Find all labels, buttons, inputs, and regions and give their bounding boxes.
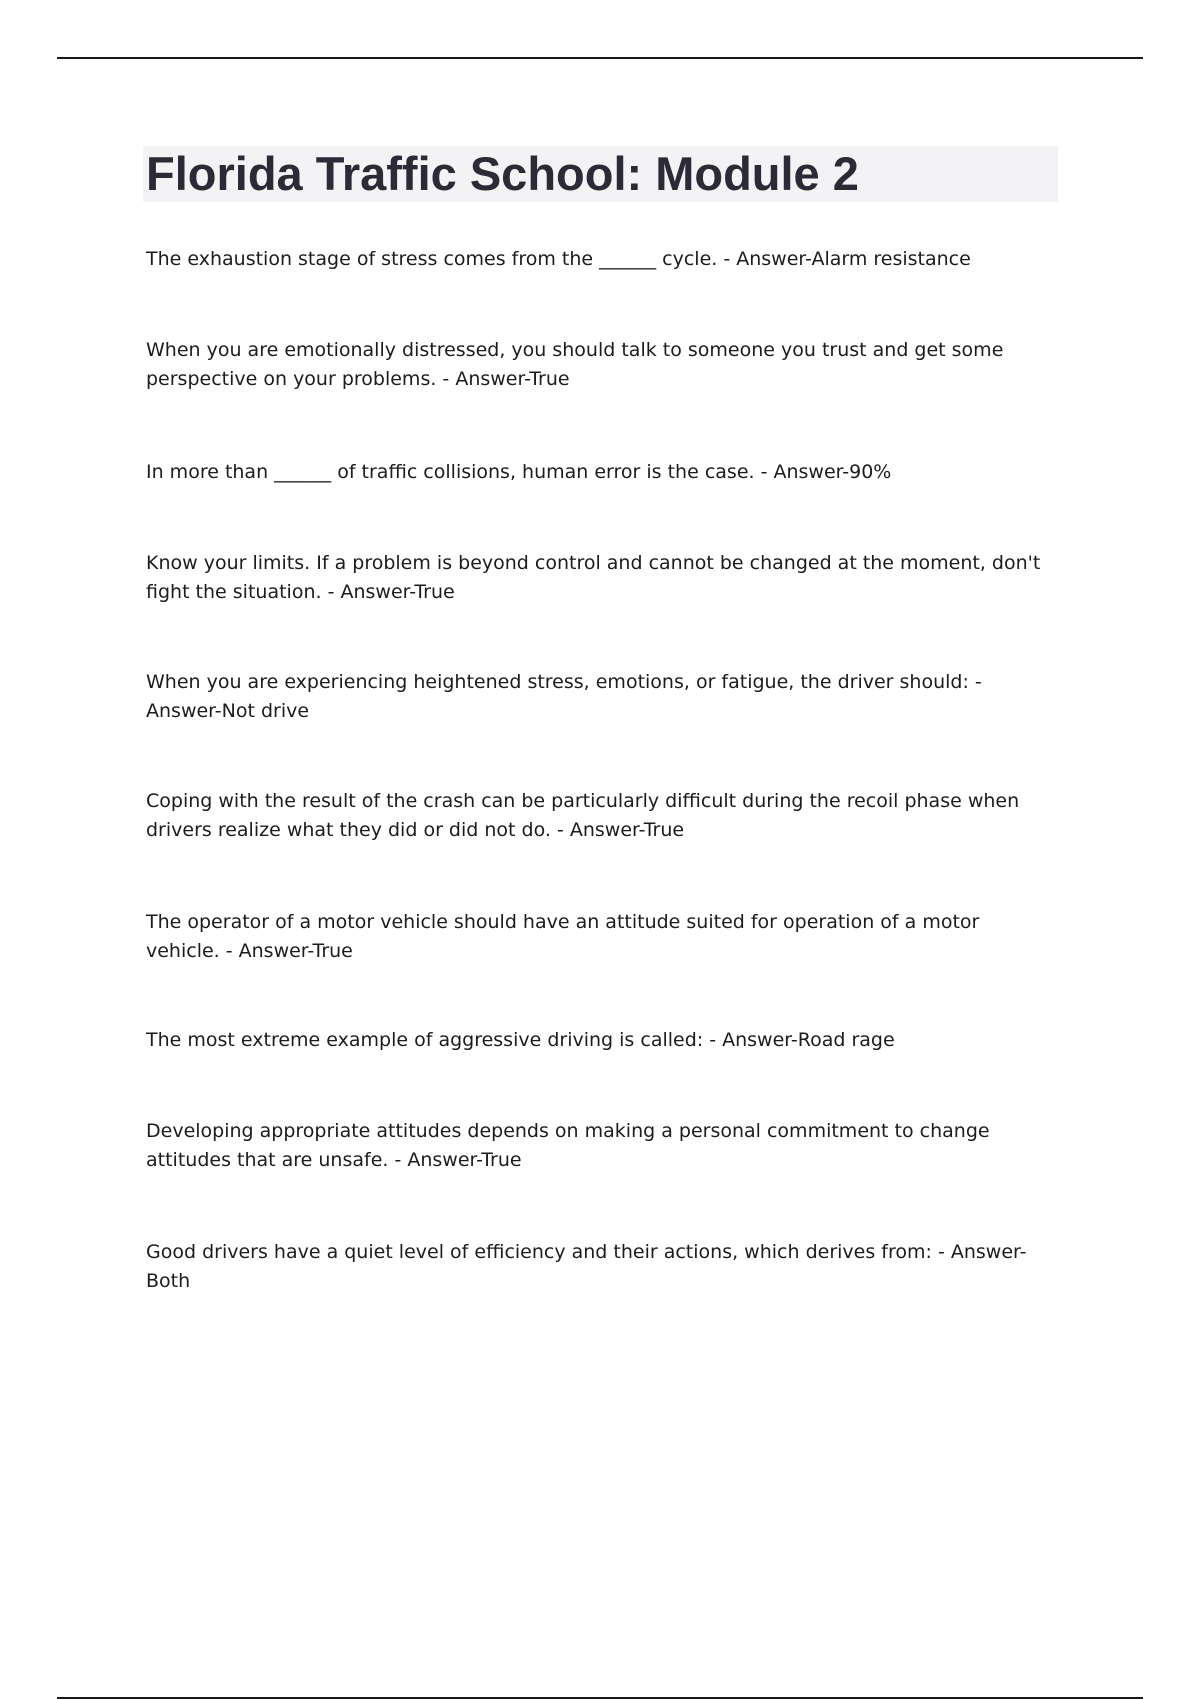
qa-item: In more than ______ of traffic collisions, human error is the case. - Answer-90% — [146, 461, 892, 483]
qa-item: Know your limits. If a problem is beyond control and cannot be changed at the moment, don't fight the situation. - Answer-True — [146, 552, 1041, 603]
qa-item: Good drivers have a quiet level of efficiency and their actions, which derives from: - Answer-Both — [146, 1241, 1027, 1292]
bottom-rule — [57, 1697, 1143, 1699]
qa-item: The exhaustion stage of stress comes from the ______ cycle. - Answer-Alarm resistance — [146, 248, 971, 270]
page-title: Florida Traffic School: Module 2 — [146, 147, 859, 200]
qa-item: When you are experiencing heightened stress, emotions, or fatigue, the driver should: - Answer-Not drive — [146, 671, 982, 722]
qa-item: Coping with the result of the crash can be particularly difficult during the recoil phase when drivers realize what they did or did not do. - Answer-True — [146, 790, 1020, 841]
qa-item: Developing appropriate attitudes depends on making a personal commitment to change attitudes that are unsafe. - Answer-True — [146, 1120, 990, 1171]
top-rule — [57, 57, 1143, 59]
qa-item: The operator of a motor vehicle should have an attitude suited for operation of a motor vehicle. - Answer-True — [146, 911, 980, 962]
qa-item: The most extreme example of aggressive driving is called: - Answer-Road rage — [146, 1029, 895, 1051]
qa-item: When you are emotionally distressed, you should talk to someone you trust and get some perspective on your problems. - Answer-True — [146, 339, 1004, 390]
